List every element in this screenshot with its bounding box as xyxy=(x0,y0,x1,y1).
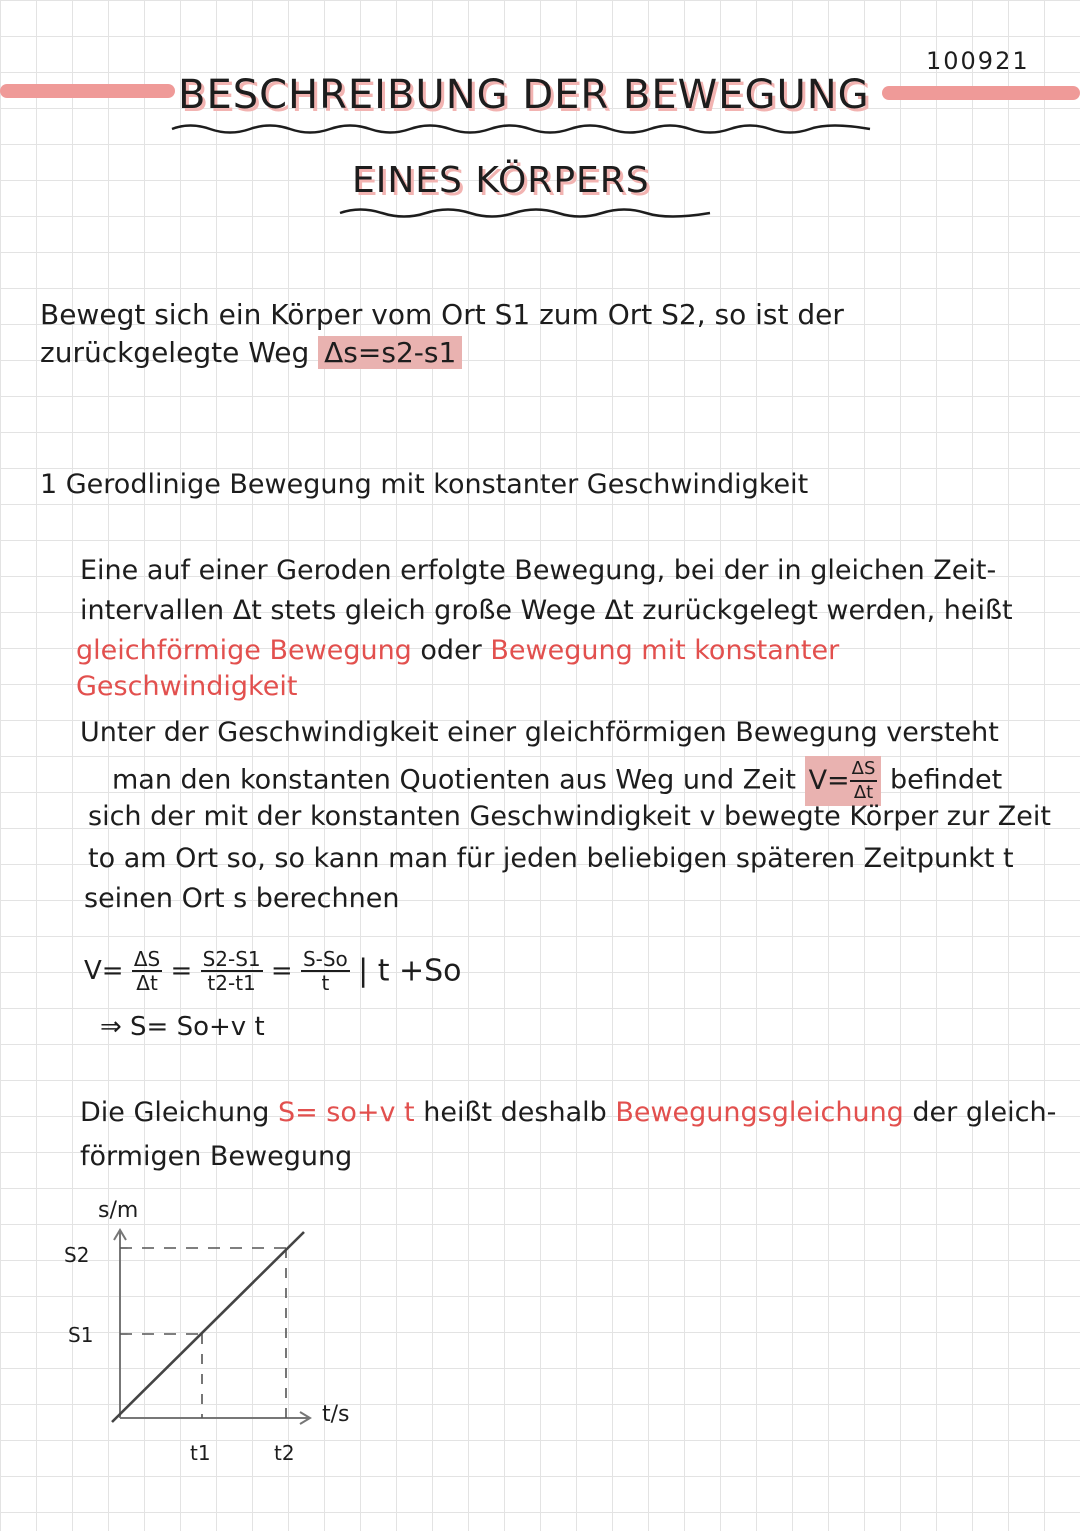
equation-prefix: Die Gleichung xyxy=(80,1097,270,1128)
p2-line2 xyxy=(112,756,1002,806)
intro-line1: Bewegt sich ein Körper vom Ort S1 zum Ort S2, so ist der xyxy=(40,298,844,331)
term-bewegung-konstant: Bewegung mit konstanter xyxy=(490,635,840,666)
formula-tail: | t +So xyxy=(358,953,462,989)
p1-oder: oder xyxy=(411,635,491,666)
velocity-num: ΔS xyxy=(850,758,878,782)
formula-frac-2 xyxy=(201,948,263,994)
graph-y-tick-s1: S1 xyxy=(68,1323,94,1347)
p2-line5: seinen Ort s berechnen xyxy=(84,883,400,914)
intro-line2 xyxy=(40,336,462,370)
graph-y-label: s/m xyxy=(98,1198,139,1223)
p2-line4: to am Ort so, so kann man für jeden beliebigen späteren Zeitpunkt t xyxy=(88,843,1014,874)
term-bewegungsgleichung: Bewegungsgleichung xyxy=(615,1097,904,1128)
p2-line2-prefix: man den konstanten Quotienten aus Weg und Zeit xyxy=(112,764,796,796)
formula-result: ⇒ S= So+v t xyxy=(100,1012,265,1042)
p1-line2: intervallen Δt stets gleich große Wege Δt zurückgelegt werden, heißt xyxy=(80,595,1013,626)
velocity-den: Δt xyxy=(853,782,874,803)
graph-motion-line xyxy=(112,1232,304,1422)
p2-line3: sich der mit der konstanten Geschwindigkeit v bewegte Körper zur Zeit xyxy=(88,801,1051,832)
p1-line3 xyxy=(76,634,839,668)
formula-frac-2-den: t2-t1 xyxy=(207,971,256,995)
formula-frac-3-num: S-So xyxy=(302,947,348,971)
path-difference-highlight: Δs=s2-s1 xyxy=(318,336,462,369)
header-accent-bar-left xyxy=(0,84,175,98)
formula-eq-2: = xyxy=(270,956,293,986)
p1-line1: Eine auf einer Geroden erfolgte Bewegung, bei der in gleichen Zeit- xyxy=(80,555,997,586)
section1-heading: 1 Gerodlinige Bewegung mit konstanter Geschwindigkeit xyxy=(40,469,809,500)
equation-inline: S= so+v t xyxy=(277,1097,415,1128)
formula-frac-2-num: S2-S1 xyxy=(202,947,261,971)
date-label: 100921 xyxy=(926,47,1030,75)
equation-line1 xyxy=(80,1096,1056,1130)
velocity-definition-highlight xyxy=(805,756,882,806)
term-geschwindigkeit: Geschwindigkeit xyxy=(76,671,298,702)
formula-frac-1 xyxy=(132,948,162,994)
page-title-line1: BESCHREIBUNG DER BEWEGUNG xyxy=(178,72,870,118)
formula-v-eq: V= xyxy=(84,956,124,986)
equation-mid: heißt deshalb xyxy=(423,1097,607,1128)
graph-x-tick-t1: t1 xyxy=(190,1441,211,1465)
graph-x-label: t/s xyxy=(322,1402,350,1427)
graph-x-tick-t2: t2 xyxy=(274,1441,295,1465)
title-underline-1 xyxy=(170,120,890,136)
p2-line1: Unter der Geschwindigkeit einer gleichförmigen Bewegung versteht xyxy=(80,717,999,748)
formula-frac-3 xyxy=(301,948,350,994)
page-title-line2: EINES KÖRPERS xyxy=(352,160,650,201)
header-accent-bar-right xyxy=(882,86,1080,100)
motion-graph xyxy=(90,1222,350,1462)
graph-y-tick-s2: S2 xyxy=(64,1243,90,1267)
term-gleichfoermige-bewegung: gleichförmige Bewegung xyxy=(76,635,412,666)
intro-line2-prefix: zurückgelegte Weg xyxy=(40,336,310,369)
equation-suffix: der gleich- xyxy=(912,1097,1057,1128)
velocity-v: V= xyxy=(808,765,850,796)
velocity-fraction xyxy=(850,758,878,804)
formula-eq-1: = xyxy=(170,956,193,986)
formula-frac-3-den: t xyxy=(321,971,330,995)
formula-frac-1-den: Δt xyxy=(136,971,158,995)
p2-line2-suffix: befindet xyxy=(890,764,1003,796)
velocity-formula xyxy=(84,948,462,994)
title-underline-2 xyxy=(338,204,718,220)
formula-frac-1-num: ΔS xyxy=(133,947,161,971)
equation-line2: förmigen Bewegung xyxy=(80,1141,353,1172)
